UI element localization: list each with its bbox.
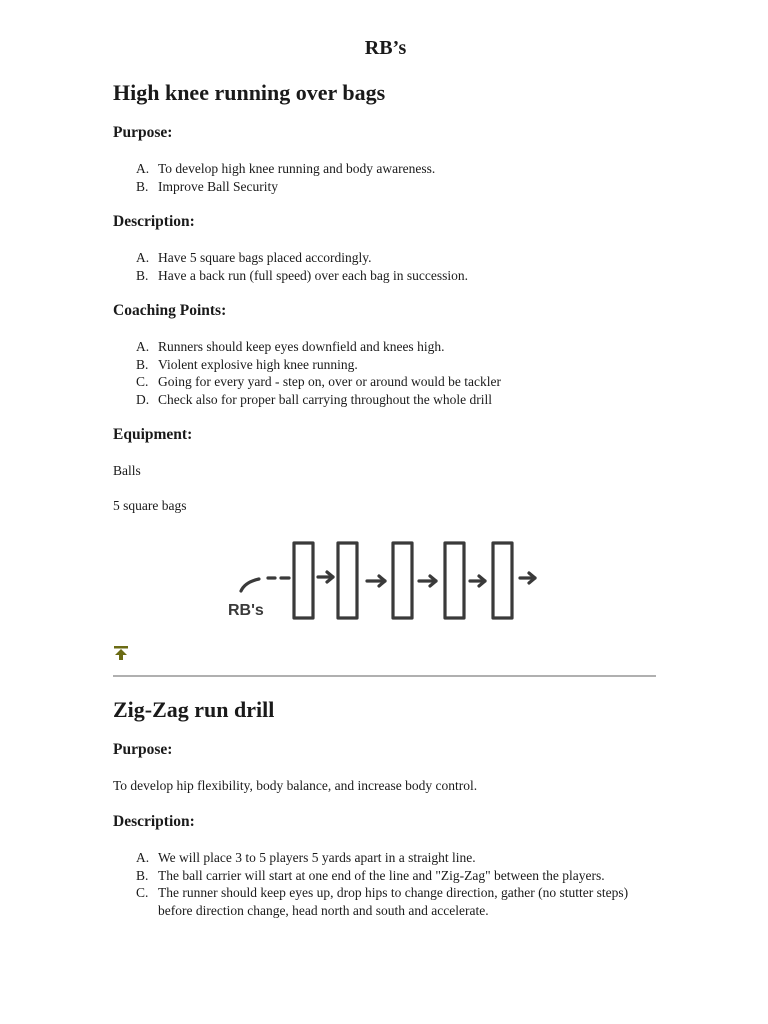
list-item-text: To develop high knee running and body awareness.	[158, 161, 436, 176]
drill1-description-list	[113, 249, 648, 284]
list-item	[113, 160, 648, 178]
list-item	[113, 849, 648, 867]
list-item-text: We will place 3 to 5 players 5 yards apart in a straight line.	[158, 850, 476, 865]
arrow-icon	[520, 573, 535, 583]
list-item	[113, 178, 648, 196]
square-bag	[445, 543, 464, 618]
drill2-description-heading: Description:	[113, 813, 195, 830]
arrow-icon	[367, 576, 385, 586]
list-item	[113, 267, 648, 285]
list-marker: C.	[136, 374, 149, 389]
drill1-description-heading: Description:	[113, 213, 195, 230]
drill1-coaching-heading: Coaching Points:	[113, 302, 227, 319]
list-item-text: Have 5 square bags placed accordingly.	[158, 250, 372, 265]
diagram-rbs-label: RB's	[228, 602, 264, 619]
list-marker: B.	[136, 356, 149, 372]
equipment-bags: 5 square bags	[113, 498, 187, 513]
list-item-text: Runners should keep eyes downfield and knees high.	[158, 339, 445, 354]
list-item	[113, 391, 648, 409]
list-item-text: Have a back run (full speed) over each bag in succession.	[158, 267, 468, 283]
page-title: RB’s	[364, 37, 407, 59]
bags-drill-diagram	[113, 535, 553, 630]
list-marker: A.	[136, 250, 150, 265]
list-marker: A.	[136, 161, 150, 176]
square-bag	[493, 543, 512, 618]
list-item-text: Violent explosive high knee running.	[158, 356, 358, 372]
list-marker: A.	[136, 850, 150, 865]
square-bag	[294, 543, 313, 618]
drill1-purpose-list	[113, 160, 648, 195]
drill1-equipment-heading: Equipment:	[113, 426, 193, 443]
drill2-description-list	[113, 849, 648, 919]
list-item-text: Going for every yard - step on, over or around would be tackler	[158, 374, 502, 389]
list-item	[113, 249, 648, 267]
arrow-icon	[419, 576, 436, 586]
drill1-title: High knee running over bags	[113, 80, 386, 105]
list-item	[113, 867, 648, 885]
list-marker: C.	[136, 885, 149, 900]
square-bag	[393, 543, 412, 618]
list-item	[113, 884, 648, 919]
list-marker: B.	[136, 267, 149, 283]
arrow-icon	[470, 576, 485, 586]
list-marker: A.	[136, 339, 150, 354]
list-item	[113, 373, 648, 391]
approach-path-curve	[241, 579, 259, 591]
list-marker: B.	[136, 867, 149, 883]
list-marker: B.	[136, 178, 149, 194]
drill2-title: Zig-Zag run drill	[113, 697, 275, 722]
list-item	[113, 356, 648, 374]
equipment-balls: Balls	[113, 463, 141, 478]
drill1-coaching-list	[113, 338, 648, 408]
drill1-purpose-heading: Purpose:	[113, 124, 173, 141]
section-divider	[113, 675, 656, 677]
square-bag	[338, 543, 357, 618]
arrow-icon	[318, 572, 333, 582]
list-item	[113, 338, 648, 356]
drill2-purpose-heading: Purpose:	[113, 741, 173, 758]
drill2-purpose-text: To develop hip flexibility, body balance, and increase body control.	[113, 778, 478, 793]
list-item-text: The ball carrier will start at one end of the line and "Zig-Zag" between the players.	[158, 867, 605, 883]
list-marker: D.	[136, 391, 150, 407]
list-item-text: The runner should keep eyes up, drop hips to change direction, gather (no stutter steps) before direction change, head north and south and accelerate.	[158, 885, 629, 918]
back-to-top-arrow-icon[interactable]	[113, 645, 129, 661]
list-item-text: Check also for proper ball carrying throughout the whole drill	[158, 391, 493, 407]
list-item-text: Improve Ball Security	[158, 178, 278, 194]
